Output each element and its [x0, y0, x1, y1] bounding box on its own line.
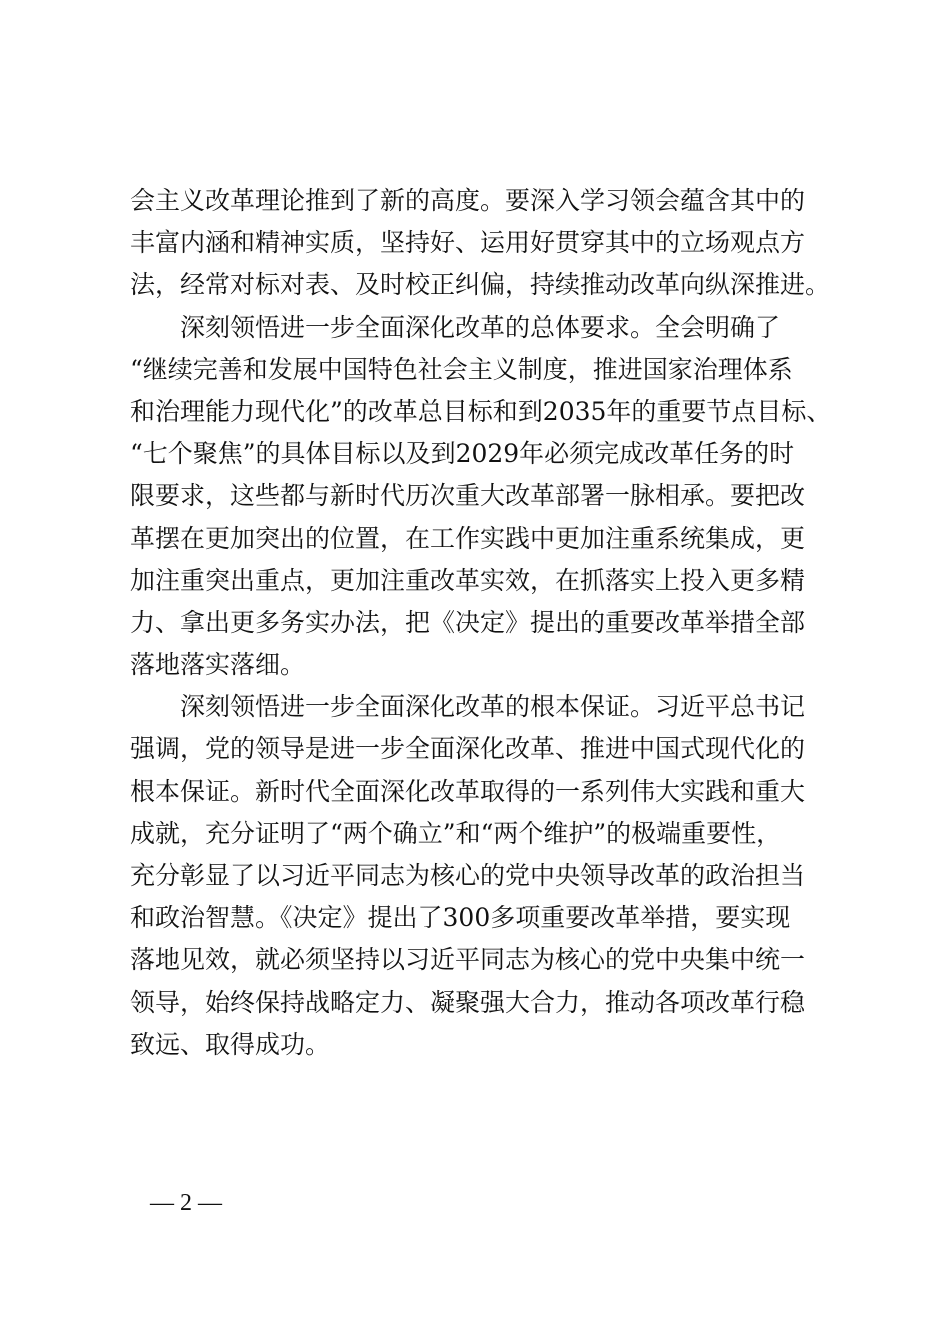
text-line: 和政治智慧。《决定》提出了300多项重要改革举措，要实现 [130, 903, 791, 933]
paragraph-heading-line: 深刻领悟进一步全面深化改革的根本保证。习近平总书记 [180, 692, 806, 722]
body-text [130, 180, 830, 1066]
text-line: 革摆在更加突出的位置，在工作实践中更加注重系统集成，更 [130, 523, 806, 553]
text-line: 丰富内涵和精神实质，坚持好、运用好贯穿其中的立场观点方 [130, 228, 806, 258]
text-line: 致远、取得成功。 [130, 1029, 331, 1059]
text-line: 落地落实落细。 [130, 650, 306, 680]
text-line: 限要求，这些都与新时代历次重大改革部署一脉相承。要把改 [130, 481, 806, 511]
text-line: “继续完善和发展中国特色社会主义制度，推进国家治理体系 [130, 354, 793, 384]
text-line: 力、拿出更多务实办法，把《决定》提出的重要改革举措全部 [130, 607, 806, 637]
text-line: 充分彰显了以习近平同志为核心的党中央领导改革的政治担当 [130, 861, 806, 890]
text-line: 和治理能力现代化”的改革总目标和到2035年的重要节点目标、 [130, 396, 832, 426]
text-line: 领导，始终保持战略定力、凝聚强大合力，推动各项改革行稳 [130, 987, 806, 1017]
text-line: 法，经常对标对表、及时校正纠偏，持续推动改革向纵深推进。 [130, 270, 831, 300]
text-line: 成就，充分证明了“两个确立”和“两个维护”的极端重要性， [130, 818, 782, 848]
paragraph-heading-line: 深刻领悟进一步全面深化改革的总体要求。全会明确了 [180, 312, 781, 342]
text-line: 根本保证。新时代全面深化改革取得的一系列伟大实践和重大 [130, 776, 806, 806]
text-line: 强调，党的领导是进一步全面深化改革、推进中国式现代化的 [130, 734, 806, 764]
page-number: — 2 — [150, 1190, 222, 1216]
text-line: 落地见效，就必须坚持以习近平同志为核心的党中央集中统一 [130, 945, 806, 975]
text-line: “七个聚焦”的具体目标以及到2029年必须完成改革任务的时 [130, 439, 795, 469]
text-line: 会主义改革理论推到了新的高度。要深入学习领会蕴含其中的 [130, 186, 806, 215]
text-line: 加注重突出重点，更加注重改革实效，在抓落实上投入更多精 [130, 565, 806, 595]
